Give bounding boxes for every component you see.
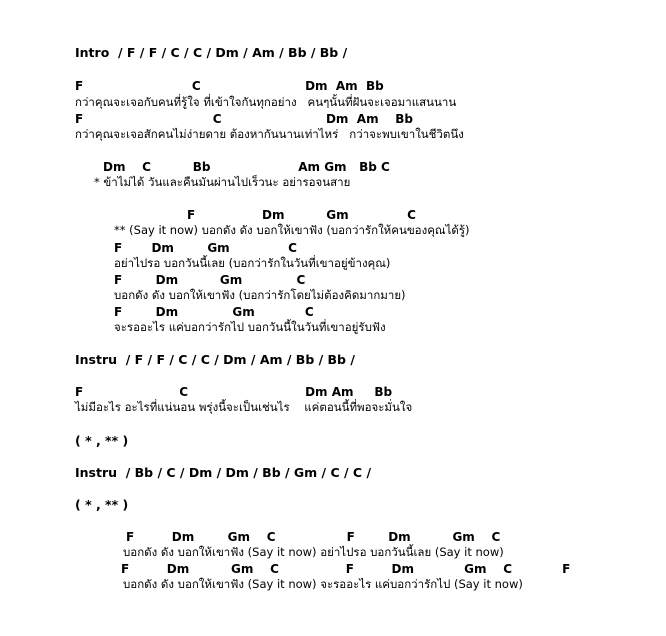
- chord-line: F Dm Gm C F Dm Gm C F: [121, 562, 571, 576]
- chord-line: F C Dm Am Bb: [75, 112, 414, 126]
- lyric-line: กว่าคุณจะเจอสักคนไม่ง่ายดาย ต้องหากันนานเท่าไหร่ กว่าจะพบเขาในชีวิตนึง: [75, 127, 464, 141]
- chord-line: F Dm Gm C: [114, 305, 314, 319]
- chord-line: F Dm Gm C: [187, 208, 416, 222]
- chord-line: F C Dm Am Bb: [75, 385, 393, 399]
- lyric-line: ไม่มีอะไร อะไรที่แน่นอน พรุ่งนี้จะเป็นเช่นไร แค่ตอนนี้ที่พอจะมั่นใจ: [75, 400, 413, 414]
- repeat-marker: ( * , ** ): [75, 433, 129, 448]
- chord-line: F Dm Gm C F Dm Gm C: [126, 530, 501, 544]
- chord-line: Dm C Bb Am Gm Bb C: [103, 160, 390, 174]
- chord-line: F C Dm Am Bb: [75, 79, 384, 93]
- lyric-line: บอกดัง ดัง บอกให้เขาฟัง (บอกว่ารักโดยไม่ต้องคิดมากมาย): [114, 288, 406, 302]
- lyric-line: จะรออะไร แค่บอกว่ารักไป บอกวันนี้ในวันที่เขาอยู่รับฟัง: [114, 320, 386, 334]
- lyric-line: ** (Say it now) บอกดัง ดัง บอกให้เขาฟัง (บอกว่ารักให้คนของคุณได้รู้): [114, 223, 470, 237]
- lyric-line: บอกดัง ดัง บอกให้เขาฟัง (Say it now) อย่าไปรอ บอกวันนี้เลย (Say it now): [123, 545, 504, 559]
- chord-line: F Dm Gm C: [114, 273, 306, 287]
- chord-line: F Dm Gm C: [114, 241, 297, 255]
- lyric-line: กว่าคุณจะเจอกับคนที่รู้ใจ ที่เข้าใจกันทุกอย่าง คนๆนั้นที่ฝันจะเจอมาแสนนาน: [75, 95, 457, 109]
- instru-progression: Instru / F / F / C / C / Dm / Am / Bb / Bb /: [75, 352, 355, 367]
- intro-progression: Intro / F / F / C / C / Dm / Am / Bb / Bb /: [75, 45, 348, 60]
- instru-progression: Instru / Bb / C / Dm / Dm / Bb / Gm / C / C /: [75, 465, 372, 480]
- lyric-line: บอกดัง ดัง บอกให้เขาฟัง (Say it now) จะรออะไร แค่บอกว่ารักไป (Say it now): [123, 577, 523, 591]
- repeat-marker: ( * , ** ): [75, 497, 129, 512]
- lyric-line: อย่าไปรอ บอกวันนี้เลย (บอกว่ารักในวันที่เขาอยู่ข้างคุณ): [114, 256, 391, 270]
- lyric-line: * ข้าไม่ได้ วันและคืนมันผ่านไปเร็วนะ อย่ารอจนสาย: [94, 175, 351, 189]
